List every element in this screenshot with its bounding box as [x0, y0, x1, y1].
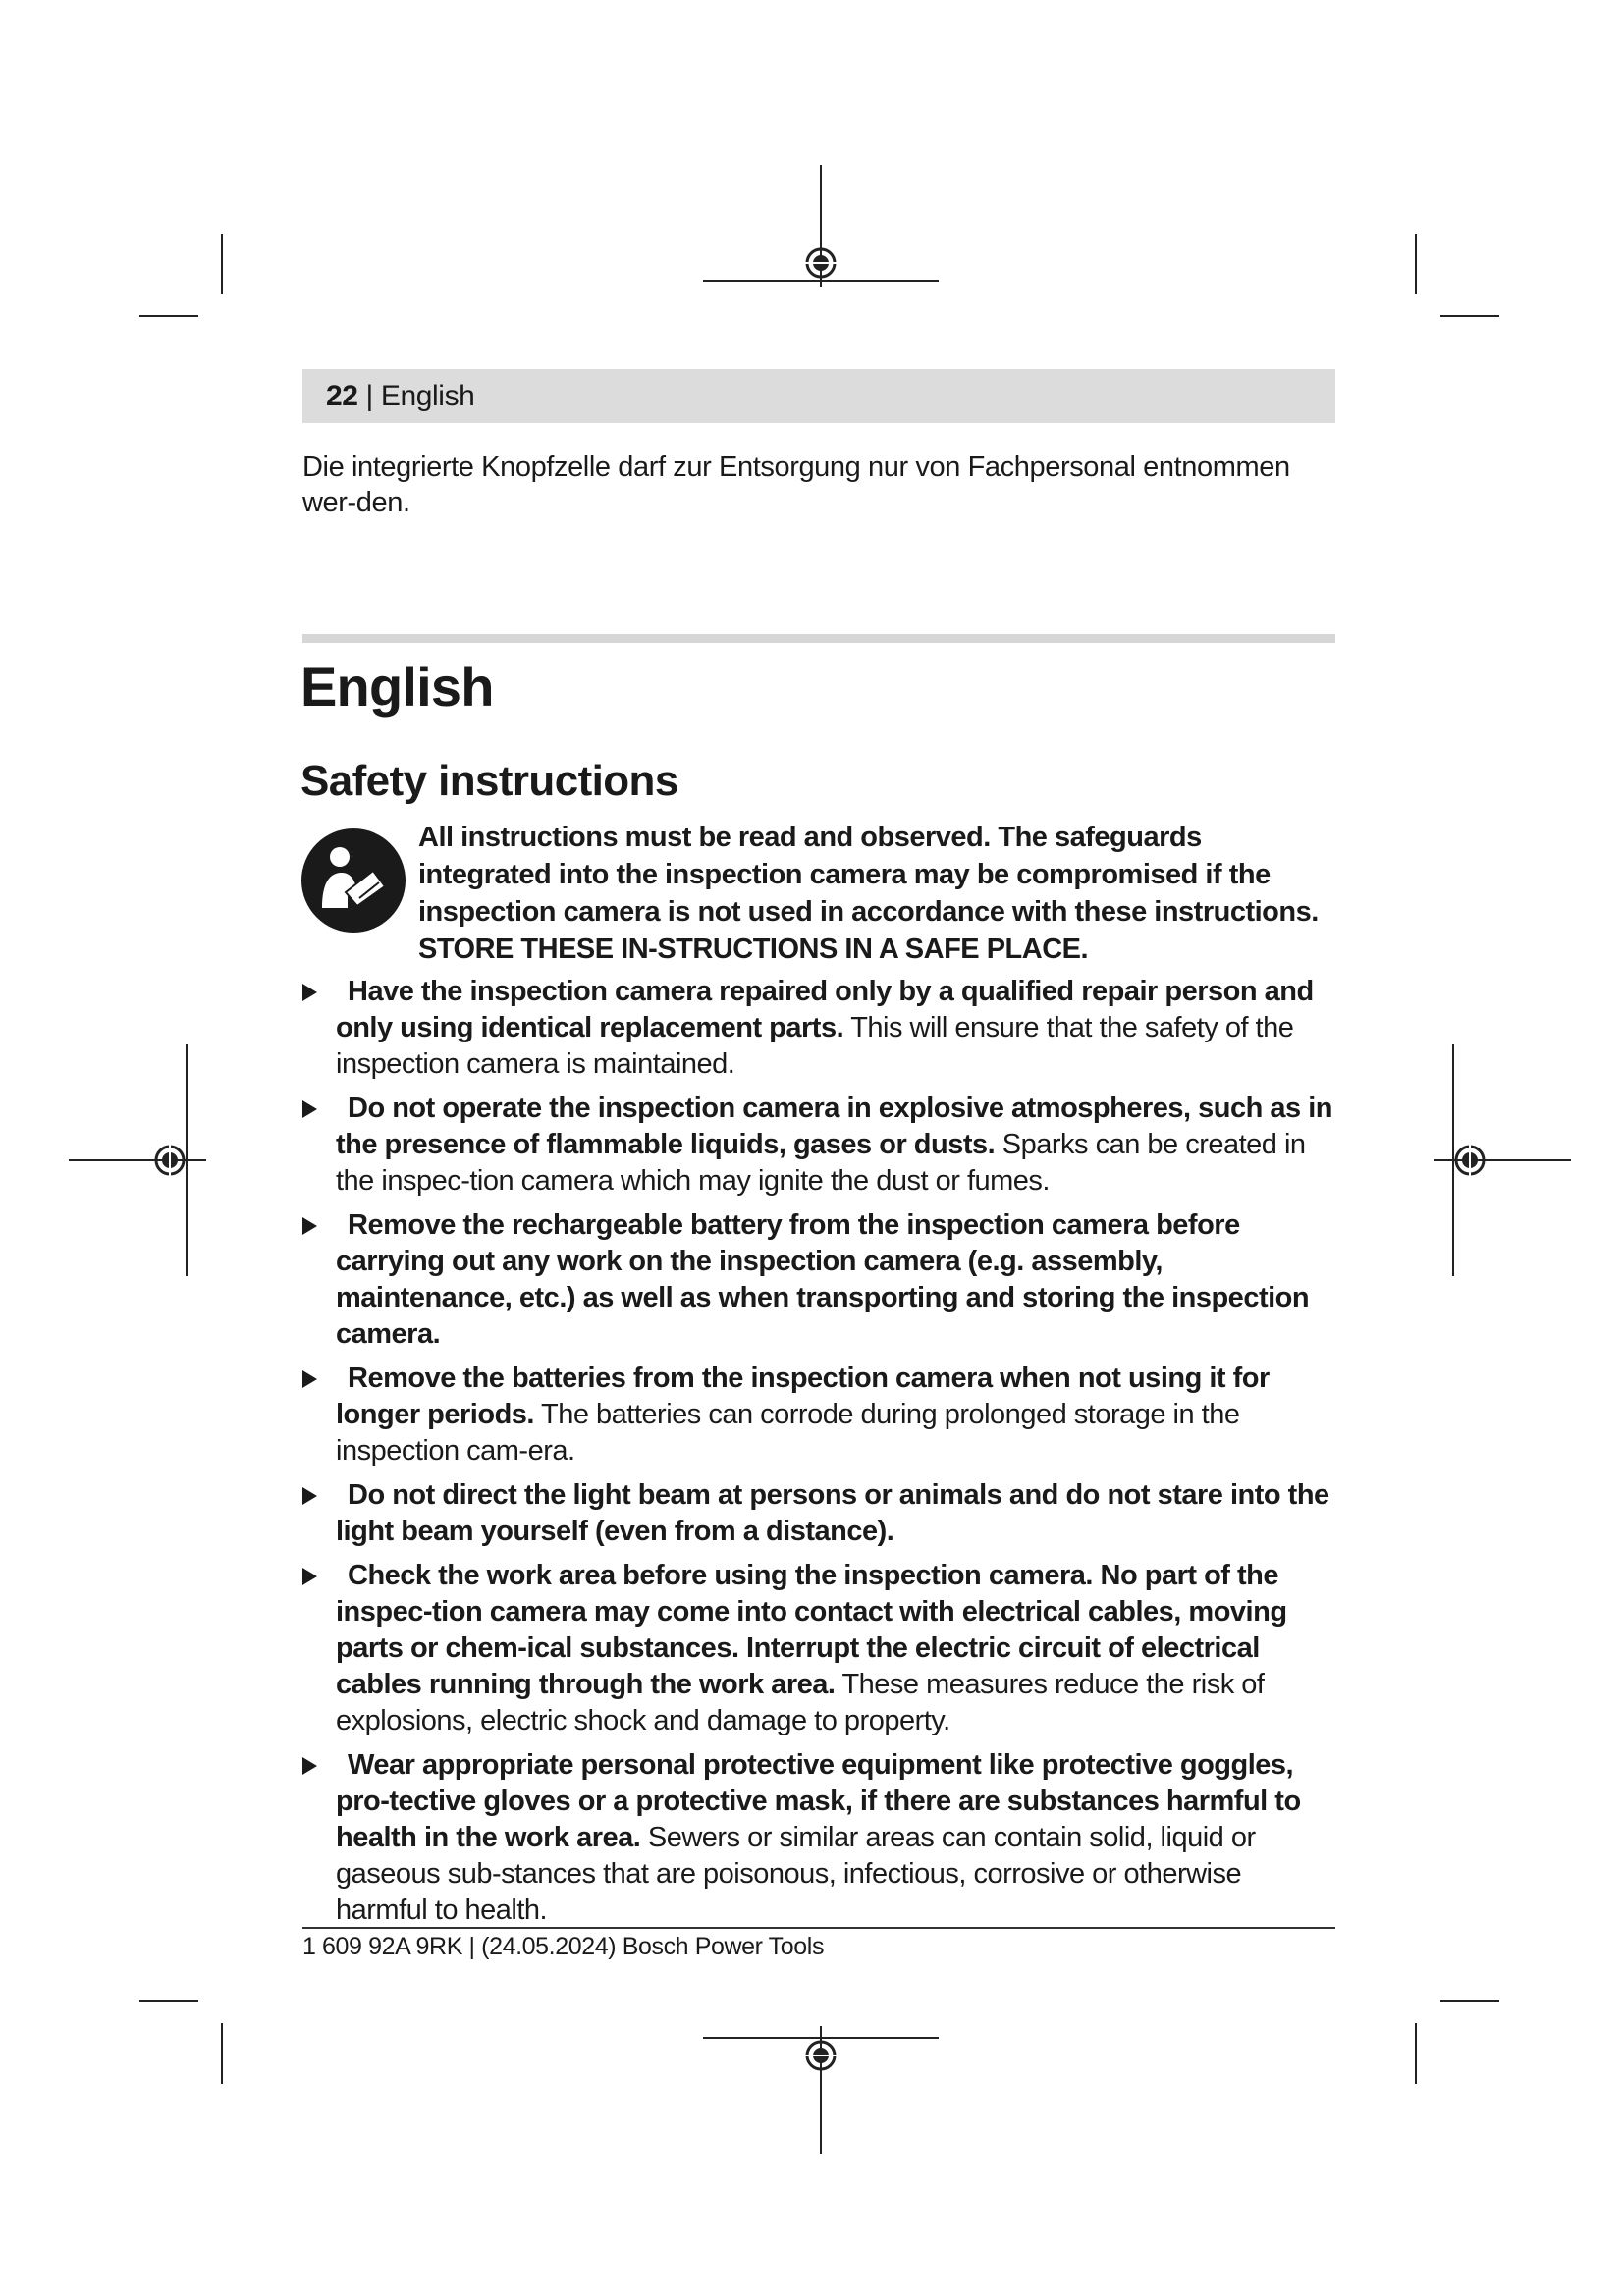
crop-mark	[139, 315, 198, 317]
item-text: Sewers or similar areas can contain solid, liquid or gaseous sub-stances that are poisonous, infectious, corrosive or otherwise harmful to health.	[336, 1822, 1256, 1926]
list-item	[302, 1747, 1335, 1929]
safety-list	[302, 974, 1335, 1937]
list-item	[302, 974, 1335, 1083]
page-title: English	[300, 656, 494, 718]
page-header	[326, 377, 474, 416]
triangle-bullet-icon	[302, 1370, 317, 1388]
page-footer: 1 609 92A 9RK | (24.05.2024) Bosch Power Tools	[302, 1933, 825, 1960]
crop-mark	[1415, 2023, 1417, 2084]
item-bold-text: Remove the rechargeable battery from the inspection camera before carrying out any work on the inspection camera (e.g. assembly, maintenance, etc.) as well as when transporting and storing the inspection camera.	[336, 1209, 1310, 1350]
crop-mark	[221, 2023, 223, 2084]
crop-mark	[1440, 2000, 1499, 2002]
crop-mark	[221, 234, 223, 294]
item-bold-text: Do not operate the inspection camera in explosive atmospheres, such as in the presence of flammable liquids, gases or dusts.	[336, 1093, 1332, 1160]
triangle-bullet-icon	[302, 1487, 317, 1505]
triangle-bullet-icon	[302, 984, 317, 1001]
intro-paragraph: Die integrierte Knopfzelle darf zur Entsorgung nur von Fachpersonal entnommen wer-den.	[302, 452, 1290, 518]
item-bold-text: Check the work area before using the inspection camera. No part of the inspec-tion camera may come into contact with electrical cables, moving parts or chem-ical substances. Interrupt the electric circuit of electrical cables running through the work area.	[336, 1560, 1287, 1700]
triangle-bullet-icon	[302, 1757, 317, 1775]
crop-mark	[1440, 315, 1499, 317]
item-text: These measures reduce the risk of explosions, electric shock and damage to property.	[336, 1669, 1265, 1736]
section-divider	[302, 634, 1335, 643]
header-language: English	[380, 380, 475, 412]
item-bold-text: Do not direct the light beam at persons or animals and do not stare into the light beam yourself (even from a distance).	[336, 1479, 1329, 1547]
item-bold-text: Wear appropriate personal protective equipment like protective goggles, pro-tective gloves or a protective mask, if there are substances harmful to health in the work area.	[336, 1749, 1301, 1853]
registration-mark-icon	[1434, 1044, 1571, 1276]
triangle-bullet-icon	[302, 1217, 317, 1235]
triangle-bullet-icon	[302, 1100, 317, 1118]
page-number: 22	[326, 380, 358, 412]
safety-lead-text: All instructions must be read and observed. The safeguards integrated into the inspection camera may be compromised if the inspection camera is not used in accordance with these instructions. STORE THESE IN-STRUCTIONS IN A SAFE PLACE.	[418, 822, 1319, 965]
item-text: This will ensure that the safety of the inspection camera is maintained.	[336, 1012, 1294, 1080]
list-item	[302, 1361, 1335, 1469]
registration-mark-icon	[69, 1044, 206, 1276]
read-manual-icon	[300, 828, 406, 934]
footer-rule	[302, 1927, 1335, 1929]
registration-mark-icon	[703, 2026, 939, 2154]
item-text: The batteries can corrode during prolonged storage in the inspection cam-era.	[336, 1399, 1240, 1467]
list-item	[302, 1207, 1335, 1353]
section-title: Safety instructions	[300, 757, 678, 805]
list-item	[302, 1091, 1335, 1200]
crop-mark	[1415, 234, 1417, 294]
item-bold-text: Remove the batteries from the inspection camera when not using it for longer periods.	[336, 1362, 1270, 1430]
registration-mark-icon	[703, 165, 939, 287]
item-bold-text: Have the inspection camera repaired only by a qualified repair person and only using identical replacement parts.	[336, 976, 1314, 1043]
list-item	[302, 1558, 1335, 1739]
item-text: Sparks can be created in the inspec-tion camera which may ignite the dust or fumes.	[336, 1129, 1306, 1197]
header-separator: |	[365, 380, 373, 412]
crop-mark	[139, 2000, 198, 2002]
list-item	[302, 1477, 1335, 1550]
triangle-bullet-icon	[302, 1568, 317, 1585]
